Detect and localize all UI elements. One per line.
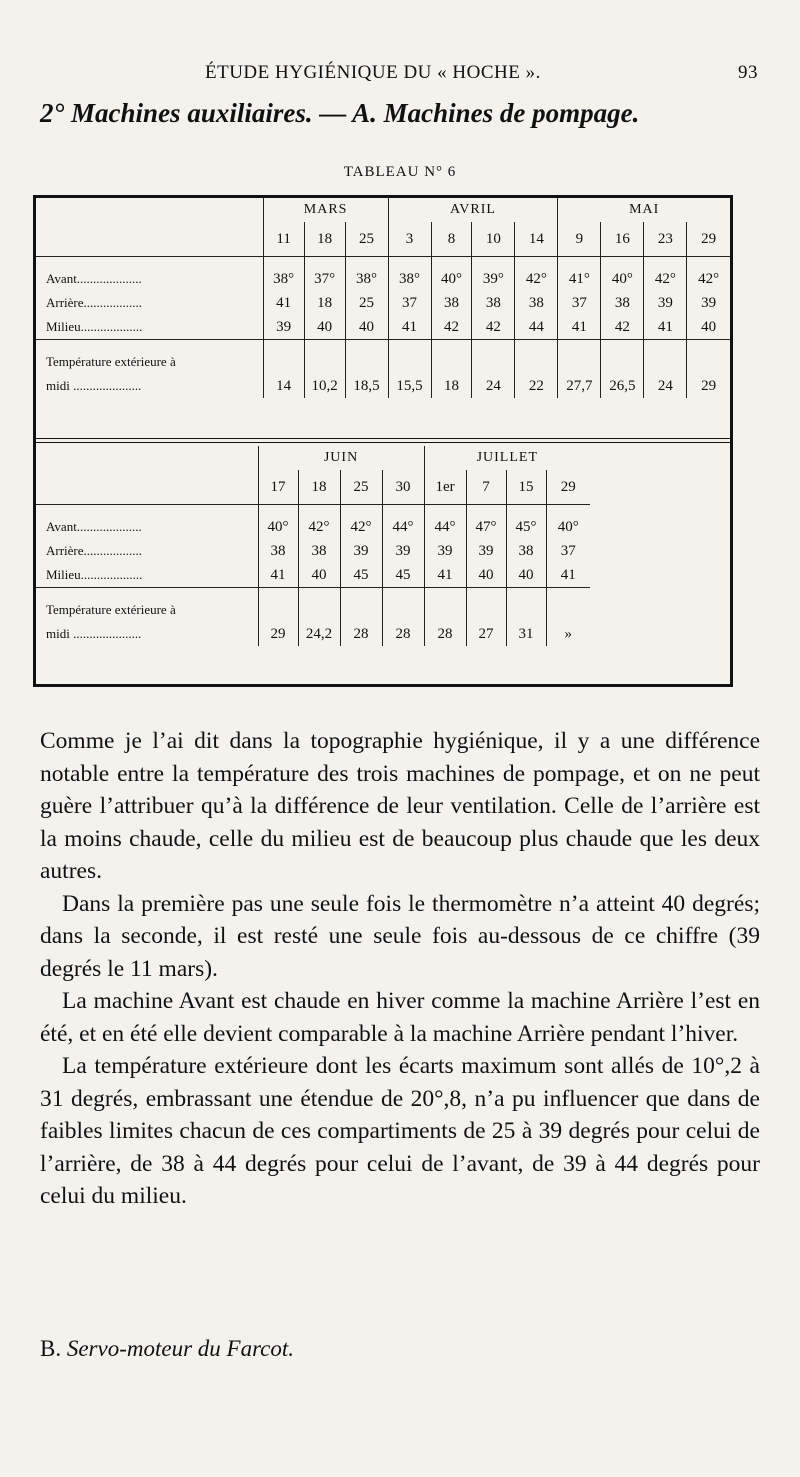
row-label: Avant.................... (46, 519, 142, 534)
data-cell: 39° (472, 267, 515, 291)
data-cell: 38 (506, 539, 546, 563)
data-cell: 38° (388, 267, 431, 291)
data-cell: 40° (601, 267, 644, 291)
day-cell: 25 (345, 222, 388, 257)
data-cell: 41 (644, 315, 687, 340)
data-cell: 45° (506, 515, 546, 539)
data-cell: 40 (506, 563, 546, 588)
data-cell: 39 (424, 539, 466, 563)
day-cell: 9 (558, 222, 601, 257)
table-row-temp-label (36, 598, 590, 622)
data-cell: 41 (388, 315, 431, 340)
data-cell: 40 (466, 563, 506, 588)
data-cell: 38 (298, 539, 340, 563)
data-cell: 45 (382, 563, 424, 588)
month-row (36, 446, 590, 470)
data-cell: 44° (424, 515, 466, 539)
data-cell: 42 (601, 315, 644, 340)
running-title: ÉTUDE HYGIÉNIQUE DU « HOCHE ». (205, 62, 541, 83)
data-cell: 42° (644, 267, 687, 291)
day-row (36, 470, 590, 505)
day-cell: 29 (687, 222, 730, 257)
table-row-avant (36, 267, 730, 291)
table-row-temperature (36, 622, 590, 646)
data-cell: 44° (382, 515, 424, 539)
data-cell: 44 (515, 315, 558, 340)
data-cell: 41 (263, 291, 304, 315)
data-cell: 42 (431, 315, 472, 340)
data-cell: 28 (340, 622, 382, 646)
data-cell: 25 (345, 291, 388, 315)
row-label: Avant.................... (46, 271, 142, 286)
month-header: MAI (558, 198, 730, 222)
table-row-temperature (36, 374, 730, 398)
day-cell: 14 (515, 222, 558, 257)
data-cell: 42° (340, 515, 382, 539)
month-header: AVRIL (388, 198, 558, 222)
data-cell: 37 (546, 539, 590, 563)
day-cell: 1er (424, 470, 466, 505)
table-frame (33, 195, 733, 687)
row-label: Température extérieure à (46, 354, 176, 369)
data-cell: 41 (546, 563, 590, 588)
subheading (40, 1336, 760, 1362)
month-header: JUILLET (424, 446, 590, 470)
day-cell: 18 (304, 222, 345, 257)
data-cell: 28 (424, 622, 466, 646)
data-cell: 39 (340, 539, 382, 563)
data-cell: 40 (687, 315, 730, 340)
data-cell: 38 (515, 291, 558, 315)
data-cell: 39 (644, 291, 687, 315)
data-cell: 38° (263, 267, 304, 291)
month-header: MARS (263, 198, 388, 222)
table-row-avant (36, 515, 590, 539)
table-row-arriere (36, 291, 730, 315)
data-cell: 39 (687, 291, 730, 315)
data-cell: 18 (431, 374, 472, 398)
data-cell: 37 (558, 291, 601, 315)
data-cell: 27,7 (558, 374, 601, 398)
data-cell: 24 (644, 374, 687, 398)
paragraph: La machine Avant est chaude en hiver comme la machine Arrière l’est en été, et en été elle devient comparable à la machine Arrière pendant l’hiver. (40, 988, 760, 1047)
data-cell: 41 (558, 315, 601, 340)
day-cell: 3 (388, 222, 431, 257)
page-number: 93 (738, 62, 758, 83)
data-cell: 40° (258, 515, 298, 539)
data-cell: 29 (258, 622, 298, 646)
day-cell: 29 (546, 470, 590, 505)
day-cell: 7 (466, 470, 506, 505)
data-cell: 18 (304, 291, 345, 315)
table-caption: TABLEAU N° 6 (343, 164, 457, 180)
table-top (36, 198, 730, 398)
day-row (36, 222, 730, 257)
day-cell: 17 (258, 470, 298, 505)
data-cell: 38° (345, 267, 388, 291)
row-label: Milieu................... (46, 567, 143, 582)
data-cell: 37 (388, 291, 431, 315)
subheading-letter: B. (40, 1336, 62, 1361)
data-cell: 18,5 (345, 374, 388, 398)
data-cell: 40 (304, 315, 345, 340)
table-row-arriere (36, 539, 590, 563)
paragraph: Comme je l’ai dit dans la topographie hygiénique, il y a une différence notable entre la température des trois machines de pompage, et on ne peut guère l’attribuer qu’à la différence de leur ventilation. Celle de l’arrière est la moins chaude, celle du milieu est de beaucoup plus chaude que les deux autres. (40, 728, 760, 884)
data-cell: 42° (515, 267, 558, 291)
day-cell: 10 (472, 222, 515, 257)
data-cell: 40 (298, 563, 340, 588)
row-label: midi ..................... (46, 378, 142, 393)
data-cell: 41° (558, 267, 601, 291)
data-cell: 24,2 (298, 622, 340, 646)
day-cell: 8 (431, 222, 472, 257)
row-label: midi ..................... (46, 626, 142, 641)
data-cell: 38 (601, 291, 644, 315)
data-cell: 41 (424, 563, 466, 588)
table-row-milieu (36, 563, 590, 588)
data-cell: 40 (345, 315, 388, 340)
data-cell: 14 (263, 374, 304, 398)
data-cell: 10,2 (304, 374, 345, 398)
data-cell: 42° (298, 515, 340, 539)
data-cell: 39 (382, 539, 424, 563)
day-cell: 15 (506, 470, 546, 505)
data-cell: 28 (382, 622, 424, 646)
data-cell: » (546, 622, 590, 646)
day-cell: 18 (298, 470, 340, 505)
data-cell: 31 (506, 622, 546, 646)
data-cell: 38 (472, 291, 515, 315)
data-cell: 39 (263, 315, 304, 340)
table-divider (36, 442, 730, 443)
data-cell: 24 (472, 374, 515, 398)
data-cell: 39 (466, 539, 506, 563)
body-text (40, 725, 760, 1213)
running-head (0, 62, 800, 92)
month-header: JUIN (258, 446, 424, 470)
data-cell: 37° (304, 267, 345, 291)
data-cell: 47° (466, 515, 506, 539)
data-cell: 40° (431, 267, 472, 291)
table-row-milieu (36, 315, 730, 340)
data-cell: 29 (687, 374, 730, 398)
row-label: Température extérieure à (46, 602, 176, 617)
row-label: Arrière.................. (46, 543, 143, 558)
row-label: Milieu................... (46, 319, 143, 334)
data-cell: 45 (340, 563, 382, 588)
subheading-text: Servo-moteur du Farcot. (66, 1336, 295, 1361)
paragraph: Dans la première pas une seule fois le thermomètre n’a atteint 40 degrés; dans la seconde, il est resté une seule fois au-dessous de ce chiffre (39 degrés le 11 mars). (40, 890, 760, 982)
data-cell: 26,5 (601, 374, 644, 398)
table-divider (36, 438, 730, 439)
paragraph: La température extérieure dont les écarts maximum sont allés de 10°,2 à 31 degrés, embrassant une étendue de 20°,8, n’a pu influencer que dans de faibles limites chacun de ces compartiments de 25 à 39 degrés pour celui de l’arrière, de 38 à 44 degrés pour celui de l’avant, de 39 à 44 degrés pour celui du milieu. (40, 1053, 760, 1209)
day-cell: 11 (263, 222, 304, 257)
table-bottom (36, 446, 590, 646)
day-cell: 30 (382, 470, 424, 505)
table-row-temp-label (36, 350, 730, 374)
data-cell: 42 (472, 315, 515, 340)
day-cell: 16 (601, 222, 644, 257)
row-label: Arrière.................. (46, 295, 143, 310)
day-cell: 23 (644, 222, 687, 257)
month-row (36, 198, 730, 222)
section-heading: 2° Machines auxiliaires. — A. Machines de pompage. (40, 98, 640, 128)
data-cell: 22 (515, 374, 558, 398)
data-cell: 27 (466, 622, 506, 646)
day-cell: 25 (340, 470, 382, 505)
data-cell: 42° (687, 267, 730, 291)
data-cell: 38 (431, 291, 472, 315)
data-cell: 41 (258, 563, 298, 588)
data-cell: 38 (258, 539, 298, 563)
data-cell: 40° (546, 515, 590, 539)
data-cell: 15,5 (388, 374, 431, 398)
